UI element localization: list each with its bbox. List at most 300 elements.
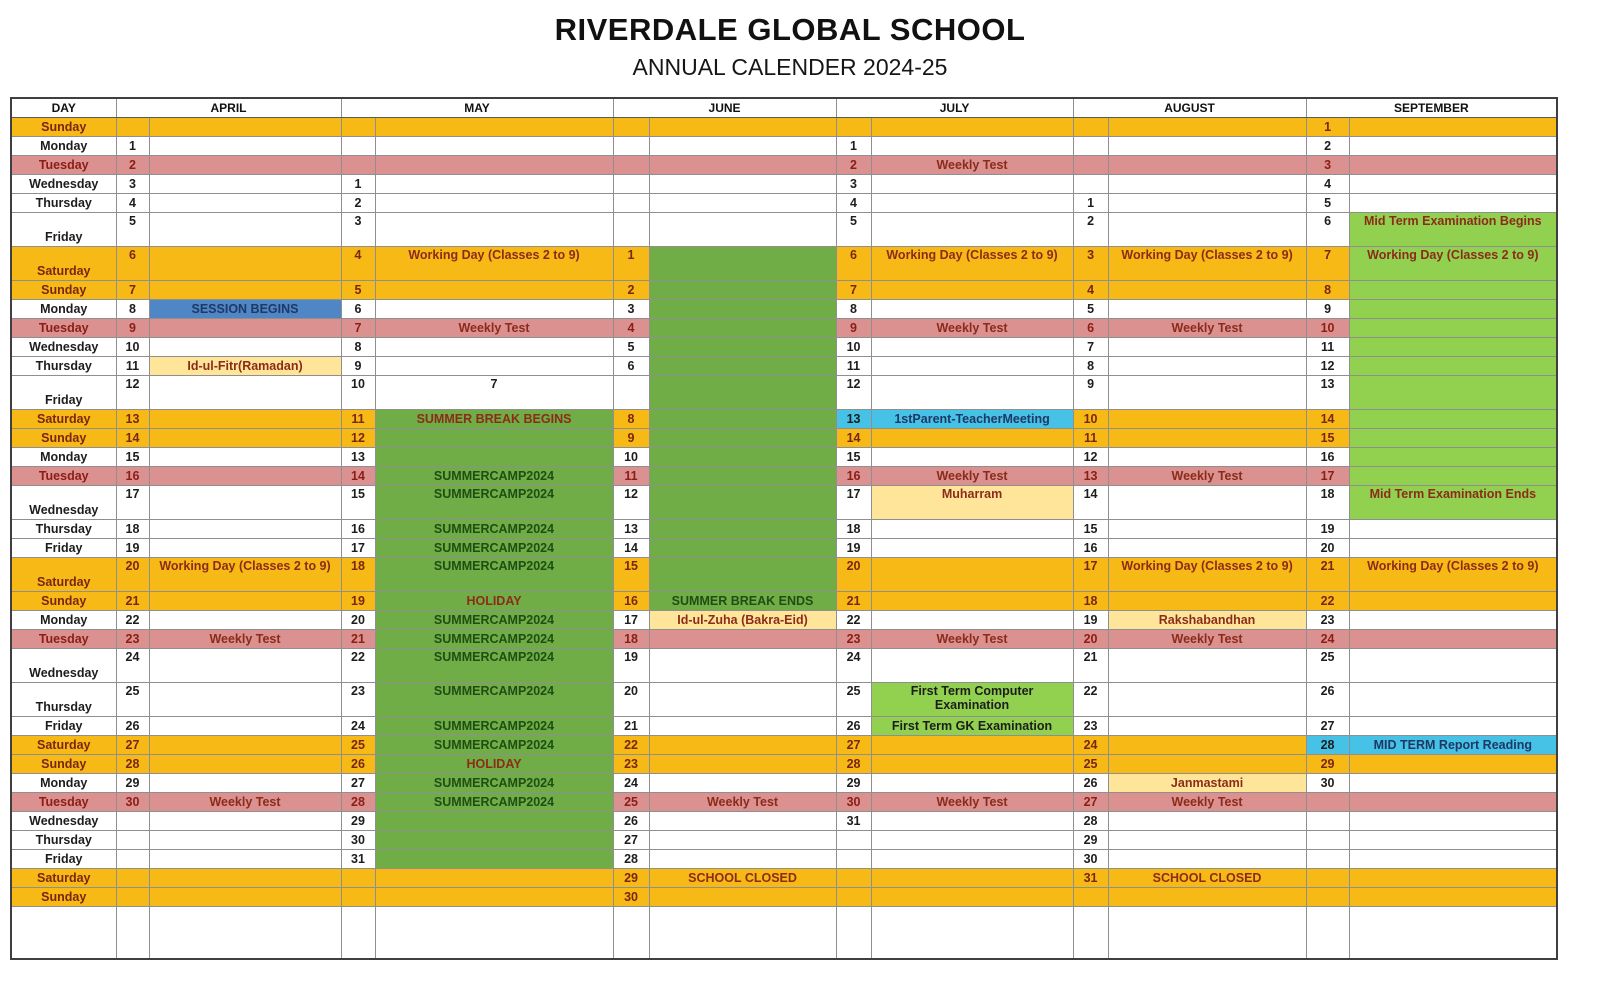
event-cell	[649, 717, 836, 736]
date-cell: 29	[341, 812, 375, 831]
event-cell	[1108, 850, 1306, 869]
event-cell	[1349, 410, 1557, 429]
event-cell: Weekly Test	[871, 630, 1073, 649]
date-cell: 28	[116, 755, 149, 774]
date-cell: 26	[341, 755, 375, 774]
date-cell	[1073, 118, 1108, 137]
event-cell	[1349, 376, 1557, 410]
date-cell: 2	[116, 156, 149, 175]
date-cell: 22	[836, 611, 871, 630]
event-cell	[649, 774, 836, 793]
event-cell	[1108, 137, 1306, 156]
event-cell: Weekly Test	[149, 793, 341, 812]
date-cell: 14	[836, 429, 871, 448]
event-cell	[149, 717, 341, 736]
date-cell	[836, 850, 871, 869]
event-cell	[1108, 755, 1306, 774]
event-cell	[871, 213, 1073, 247]
date-cell: 13	[613, 520, 649, 539]
date-cell: 25	[836, 683, 871, 717]
date-cell: 24	[1073, 736, 1108, 755]
date-cell: 31	[836, 812, 871, 831]
date-cell: 16	[836, 467, 871, 486]
event-cell	[649, 539, 836, 558]
date-cell	[341, 118, 375, 137]
calendar-row-wednesday	[11, 338, 1557, 357]
event-cell	[375, 213, 613, 247]
date-cell	[1073, 175, 1108, 194]
date-cell: 21	[613, 717, 649, 736]
event-cell: SCHOOL CLOSED	[649, 869, 836, 888]
event-cell: Working Day (Classes 2 to 9)	[1349, 558, 1557, 592]
day-label: Wednesday	[11, 175, 116, 194]
event-cell	[1349, 755, 1557, 774]
date-cell: 15	[116, 448, 149, 467]
date-cell: 1	[836, 137, 871, 156]
event-cell: SUMMERCAMP2024	[375, 649, 613, 683]
event-cell	[1349, 539, 1557, 558]
date-cell: 18	[836, 520, 871, 539]
date-cell: 21	[836, 592, 871, 611]
event-cell	[1349, 630, 1557, 649]
date-cell: 20	[613, 683, 649, 717]
day-label: Wednesday	[11, 812, 116, 831]
event-cell	[1349, 338, 1557, 357]
event-cell	[1349, 448, 1557, 467]
date-cell: 14	[613, 539, 649, 558]
date-cell	[613, 213, 649, 247]
date-cell: 22	[613, 736, 649, 755]
day-label: Monday	[11, 774, 116, 793]
date-cell: 17	[116, 486, 149, 520]
date-cell: 15	[836, 448, 871, 467]
event-cell	[375, 118, 613, 137]
event-cell	[1349, 467, 1557, 486]
event-cell: SCHOOL CLOSED	[1108, 869, 1306, 888]
event-cell	[149, 247, 341, 281]
event-cell	[375, 907, 613, 959]
date-cell: 23	[116, 630, 149, 649]
event-cell	[649, 410, 836, 429]
event-cell: SUMMERCAMP2024	[375, 539, 613, 558]
calendar-row-monday	[11, 774, 1557, 793]
event-cell	[149, 410, 341, 429]
event-cell: Id-ul-Zuha (Bakra-Eid)	[649, 611, 836, 630]
date-cell: 8	[1073, 357, 1108, 376]
date-cell: 10	[341, 376, 375, 410]
day-label: Thursday	[11, 520, 116, 539]
event-cell	[1108, 118, 1306, 137]
calendar-row-tuesday	[11, 319, 1557, 338]
event-cell	[649, 281, 836, 300]
event-cell	[149, 520, 341, 539]
date-cell	[1073, 907, 1108, 959]
date-cell: 9	[341, 357, 375, 376]
date-cell	[341, 907, 375, 959]
date-cell	[836, 118, 871, 137]
date-cell: 21	[1073, 649, 1108, 683]
date-cell: 21	[1306, 558, 1349, 592]
calendar-row-monday	[11, 611, 1557, 630]
date-cell: 3	[341, 213, 375, 247]
event-cell	[1349, 683, 1557, 717]
event-cell	[871, 281, 1073, 300]
event-cell	[649, 319, 836, 338]
date-cell: 11	[613, 467, 649, 486]
date-cell: 14	[1306, 410, 1349, 429]
event-cell	[649, 755, 836, 774]
event-cell	[649, 486, 836, 520]
event-cell: Weekly Test	[149, 630, 341, 649]
date-cell: 26	[116, 717, 149, 736]
header-month-september: SEPTEMBER	[1306, 98, 1557, 118]
date-cell: 15	[1073, 520, 1108, 539]
calendar-row-friday	[11, 213, 1557, 247]
event-cell	[149, 137, 341, 156]
date-cell: 12	[341, 429, 375, 448]
date-cell: 19	[1306, 520, 1349, 539]
day-label: Thursday	[11, 831, 116, 850]
date-cell: 18	[341, 558, 375, 592]
calendar-row-wednesday	[11, 486, 1557, 520]
date-cell: 30	[836, 793, 871, 812]
event-cell	[1108, 156, 1306, 175]
date-cell: 25	[1073, 755, 1108, 774]
date-cell	[1073, 137, 1108, 156]
date-cell: 11	[341, 410, 375, 429]
event-cell: Rakshabandhan	[1108, 611, 1306, 630]
date-cell: 22	[341, 649, 375, 683]
day-label: Sunday	[11, 118, 116, 137]
date-cell: 25	[1306, 649, 1349, 683]
event-cell	[871, 539, 1073, 558]
date-cell	[116, 850, 149, 869]
event-cell	[871, 831, 1073, 850]
event-cell: Working Day (Classes 2 to 9)	[149, 558, 341, 592]
event-cell: Weekly Test	[1108, 319, 1306, 338]
date-cell: 21	[341, 630, 375, 649]
calendar-row-thursday	[11, 683, 1557, 717]
event-cell	[871, 118, 1073, 137]
date-cell: 28	[836, 755, 871, 774]
date-cell: 13	[341, 448, 375, 467]
date-cell	[1306, 831, 1349, 850]
event-cell	[1349, 520, 1557, 539]
date-cell: 13	[116, 410, 149, 429]
date-cell: 27	[1073, 793, 1108, 812]
day-label: Saturday	[11, 869, 116, 888]
date-cell: 17	[341, 539, 375, 558]
date-cell: 3	[613, 300, 649, 319]
event-cell	[871, 520, 1073, 539]
event-cell	[1349, 156, 1557, 175]
event-cell	[375, 338, 613, 357]
event-cell	[149, 156, 341, 175]
day-label: Monday	[11, 448, 116, 467]
date-cell: 16	[1306, 448, 1349, 467]
date-cell: 7	[116, 281, 149, 300]
event-cell: SESSION BEGINS	[149, 300, 341, 319]
day-label: Wednesday	[11, 338, 116, 357]
event-cell: SUMMERCAMP2024	[375, 467, 613, 486]
date-cell: 6	[116, 247, 149, 281]
date-cell: 19	[116, 539, 149, 558]
date-cell	[836, 869, 871, 888]
event-cell	[149, 486, 341, 520]
event-cell	[149, 376, 341, 410]
day-label: Friday	[11, 850, 116, 869]
event-cell	[649, 448, 836, 467]
event-cell	[1108, 376, 1306, 410]
event-cell	[1108, 539, 1306, 558]
date-cell: 2	[341, 194, 375, 213]
event-cell	[375, 812, 613, 831]
event-cell	[149, 850, 341, 869]
date-cell: 5	[116, 213, 149, 247]
calendar-row-blank	[11, 907, 1557, 959]
event-cell: HOLIDAY	[375, 755, 613, 774]
event-cell: SUMMERCAMP2024	[375, 774, 613, 793]
date-cell: 27	[1306, 717, 1349, 736]
day-label: Wednesday	[11, 486, 116, 520]
event-cell	[1108, 175, 1306, 194]
date-cell: 18	[116, 520, 149, 539]
date-cell: 3	[116, 175, 149, 194]
event-cell: SUMMER BREAK BEGINS	[375, 410, 613, 429]
date-cell: 28	[613, 850, 649, 869]
date-cell: 10	[116, 338, 149, 357]
day-label: Monday	[11, 611, 116, 630]
event-cell	[649, 338, 836, 357]
event-cell: Weekly Test	[1108, 630, 1306, 649]
date-cell: 2	[836, 156, 871, 175]
date-cell: 9	[116, 319, 149, 338]
day-label: Wednesday	[11, 649, 116, 683]
event-cell	[649, 907, 836, 959]
calendar-row-wednesday	[11, 175, 1557, 194]
calendar-row-thursday	[11, 194, 1557, 213]
date-cell: 19	[613, 649, 649, 683]
event-cell	[871, 907, 1073, 959]
event-cell	[649, 467, 836, 486]
event-cell	[649, 194, 836, 213]
date-cell: 30	[613, 888, 649, 907]
event-cell	[1349, 429, 1557, 448]
event-cell: SUMMERCAMP2024	[375, 793, 613, 812]
date-cell: 5	[1073, 300, 1108, 319]
date-cell: 20	[836, 558, 871, 592]
date-cell: 23	[613, 755, 649, 774]
date-cell: 24	[116, 649, 149, 683]
date-cell: 9	[1306, 300, 1349, 319]
date-cell: 24	[1306, 630, 1349, 649]
event-cell	[649, 175, 836, 194]
date-cell: 29	[613, 869, 649, 888]
event-cell	[871, 592, 1073, 611]
event-cell	[649, 137, 836, 156]
date-cell: 19	[341, 592, 375, 611]
calendar-row-friday	[11, 850, 1557, 869]
date-cell	[1306, 850, 1349, 869]
event-cell	[149, 213, 341, 247]
calendar-row-tuesday	[11, 156, 1557, 175]
header-month-june: JUNE	[613, 98, 836, 118]
calendar-row-tuesday	[11, 793, 1557, 812]
day-label: Thursday	[11, 357, 116, 376]
date-cell: 20	[341, 611, 375, 630]
event-cell	[1108, 300, 1306, 319]
event-cell	[649, 649, 836, 683]
date-cell: 16	[116, 467, 149, 486]
event-cell	[149, 539, 341, 558]
date-cell: 3	[1073, 247, 1108, 281]
date-cell	[116, 812, 149, 831]
header-day: DAY	[11, 98, 116, 118]
date-cell: 22	[1073, 683, 1108, 717]
event-cell	[149, 736, 341, 755]
header-month-april: APRIL	[116, 98, 341, 118]
date-cell: 13	[1306, 376, 1349, 410]
event-cell: SUMMERCAMP2024	[375, 736, 613, 755]
calendar-row-monday	[11, 137, 1557, 156]
event-cell: Muharram	[871, 486, 1073, 520]
event-cell	[375, 300, 613, 319]
event-cell	[375, 448, 613, 467]
event-cell: SUMMERCAMP2024	[375, 683, 613, 717]
date-cell: 26	[613, 812, 649, 831]
calendar-row-tuesday	[11, 467, 1557, 486]
date-cell: 9	[836, 319, 871, 338]
date-cell: 1	[613, 247, 649, 281]
date-cell	[1306, 888, 1349, 907]
event-cell	[871, 850, 1073, 869]
date-cell	[1306, 812, 1349, 831]
date-cell: 24	[341, 717, 375, 736]
date-cell: 26	[1306, 683, 1349, 717]
event-cell	[871, 137, 1073, 156]
event-cell: Weekly Test	[649, 793, 836, 812]
date-cell: 6	[1073, 319, 1108, 338]
event-cell: Weekly Test	[1108, 793, 1306, 812]
calendar-row-friday	[11, 376, 1557, 410]
calendar-row-saturday	[11, 869, 1557, 888]
day-label: Friday	[11, 539, 116, 558]
date-cell: 13	[836, 410, 871, 429]
calendar-row-saturday	[11, 410, 1557, 429]
event-cell	[871, 888, 1073, 907]
date-cell: 12	[613, 486, 649, 520]
date-cell: 3	[1306, 156, 1349, 175]
date-cell: 17	[836, 486, 871, 520]
event-cell	[1108, 429, 1306, 448]
date-cell: 28	[1073, 812, 1108, 831]
date-cell: 27	[613, 831, 649, 850]
event-cell	[649, 429, 836, 448]
event-cell	[1108, 831, 1306, 850]
event-cell: Weekly Test	[871, 793, 1073, 812]
date-cell	[116, 869, 149, 888]
header-month-august: AUGUST	[1073, 98, 1306, 118]
event-cell: MID TERM Report Reading	[1349, 736, 1557, 755]
day-label: Monday	[11, 137, 116, 156]
date-cell: 30	[1306, 774, 1349, 793]
event-cell	[375, 137, 613, 156]
date-cell	[1073, 888, 1108, 907]
date-cell: 27	[116, 736, 149, 755]
event-cell	[1108, 812, 1306, 831]
event-cell	[1349, 649, 1557, 683]
event-cell	[1349, 774, 1557, 793]
event-cell	[375, 429, 613, 448]
event-cell	[649, 812, 836, 831]
calendar-row-friday	[11, 717, 1557, 736]
event-cell	[1349, 812, 1557, 831]
date-cell	[613, 137, 649, 156]
event-cell	[649, 850, 836, 869]
day-label: Saturday	[11, 410, 116, 429]
date-cell: 26	[836, 717, 871, 736]
date-cell	[1073, 156, 1108, 175]
event-cell	[1108, 194, 1306, 213]
event-cell: SUMMERCAMP2024	[375, 558, 613, 592]
calendar-row-wednesday	[11, 812, 1557, 831]
calendar-body	[11, 118, 1557, 959]
date-cell: 23	[1073, 717, 1108, 736]
event-cell	[871, 558, 1073, 592]
event-cell	[871, 175, 1073, 194]
event-cell	[149, 175, 341, 194]
event-cell	[149, 448, 341, 467]
event-cell	[149, 592, 341, 611]
day-label: Sunday	[11, 429, 116, 448]
date-cell: 26	[1073, 774, 1108, 793]
day-label: Sunday	[11, 755, 116, 774]
date-cell	[613, 156, 649, 175]
date-cell: 20	[1306, 539, 1349, 558]
event-cell: Mid Term Examination Begins	[1349, 213, 1557, 247]
event-cell	[871, 611, 1073, 630]
date-cell: 7	[1306, 247, 1349, 281]
event-cell	[1349, 281, 1557, 300]
date-cell: 19	[836, 539, 871, 558]
date-cell	[1306, 793, 1349, 812]
date-cell: 4	[1073, 281, 1108, 300]
event-cell: Working Day (Classes 2 to 9)	[1108, 558, 1306, 592]
event-cell	[1349, 888, 1557, 907]
event-cell	[1349, 611, 1557, 630]
date-cell: 16	[613, 592, 649, 611]
date-cell: 6	[341, 300, 375, 319]
event-cell	[149, 683, 341, 717]
event-cell	[1108, 888, 1306, 907]
event-cell: First Term GK Examination	[871, 717, 1073, 736]
event-cell	[149, 812, 341, 831]
day-label: Friday	[11, 213, 116, 247]
event-cell	[1349, 357, 1557, 376]
date-cell: 5	[1306, 194, 1349, 213]
date-cell: 18	[613, 630, 649, 649]
event-cell	[149, 429, 341, 448]
event-cell	[871, 755, 1073, 774]
annual-calendar-table	[10, 97, 1558, 960]
day-label: Saturday	[11, 736, 116, 755]
date-cell: 12	[836, 376, 871, 410]
calendar-row-sunday	[11, 755, 1557, 774]
date-cell	[836, 888, 871, 907]
event-cell	[1108, 736, 1306, 755]
event-cell	[871, 194, 1073, 213]
event-cell: Id-ul-Fitr(Ramadan)	[149, 357, 341, 376]
